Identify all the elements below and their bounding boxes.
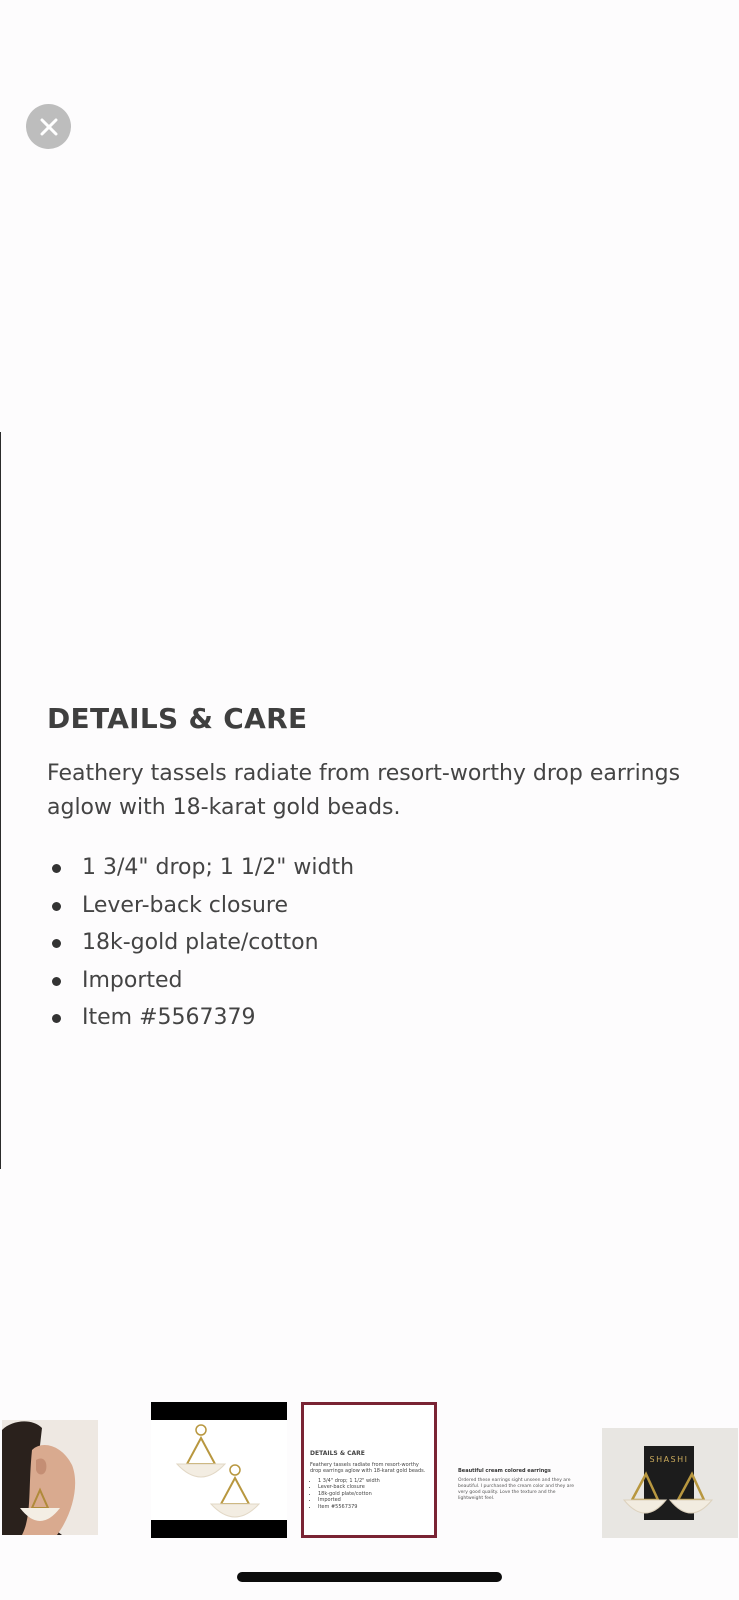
mini-details-item: • Imported	[318, 1497, 430, 1504]
earrings-product-illustration	[151, 1402, 287, 1538]
brand-card-text: SHASHI	[649, 1455, 689, 1464]
details-list	[47, 849, 707, 1037]
mini-details-item: • Lever-back closure	[318, 1484, 430, 1491]
thumbnail-review[interactable]	[452, 1402, 588, 1538]
image-edge-divider	[0, 432, 1, 1169]
details-item: 18k-gold plate/cotton	[47, 924, 707, 962]
details-item: 1 3/4" drop; 1 1/2" width	[47, 849, 707, 887]
thumbnail-details-selected[interactable]	[301, 1402, 437, 1538]
mini-details-list	[310, 1478, 430, 1511]
thumbnail-brand-card[interactable]	[602, 1428, 738, 1538]
brand-card-illustration	[602, 1428, 738, 1538]
mini-review-title: Beautiful cream colored earrings	[458, 1468, 551, 1474]
mini-review	[458, 1468, 582, 1502]
mini-review-text: Ordered these earrings sight unseen and they are beautiful. I purchased the cream color and they are very good quality. Love the texture and the lightweight feel.	[458, 1478, 575, 1501]
details-care-section	[47, 702, 707, 1037]
mini-details	[310, 1451, 430, 1510]
thumbnail-strip	[0, 1400, 739, 1542]
home-indicator[interactable]	[237, 1572, 502, 1582]
details-title: DETAILS & CARE	[47, 702, 308, 735]
details-item: Lever-back closure	[47, 887, 707, 925]
details-item: Imported	[47, 962, 707, 1000]
thumbnail-model[interactable]	[2, 1420, 98, 1535]
details-description: Feathery tassels radiate from resort-worthy drop earrings aglow with 18-karat gold beads.	[47, 761, 681, 820]
mini-details-item: • 18k-gold plate/cotton	[318, 1491, 430, 1498]
product-image-details[interactable]	[0, 432, 739, 1169]
model-ear-illustration	[2, 1420, 98, 1535]
thumbnail-product[interactable]	[151, 1402, 287, 1538]
details-item: Item #5567379	[47, 999, 707, 1037]
close-icon	[39, 117, 59, 137]
mini-details-title: DETAILS & CARE	[310, 1450, 365, 1457]
close-button[interactable]	[26, 104, 71, 149]
mini-details-item: • Item #5567379	[318, 1504, 430, 1511]
mini-details-description: Feathery tassels radiate from resort-worthy drop earrings aglow with 18-karat gold beads.	[310, 1461, 426, 1474]
mini-details-item: • 1 3/4" drop; 1 1/2" width	[318, 1478, 430, 1485]
